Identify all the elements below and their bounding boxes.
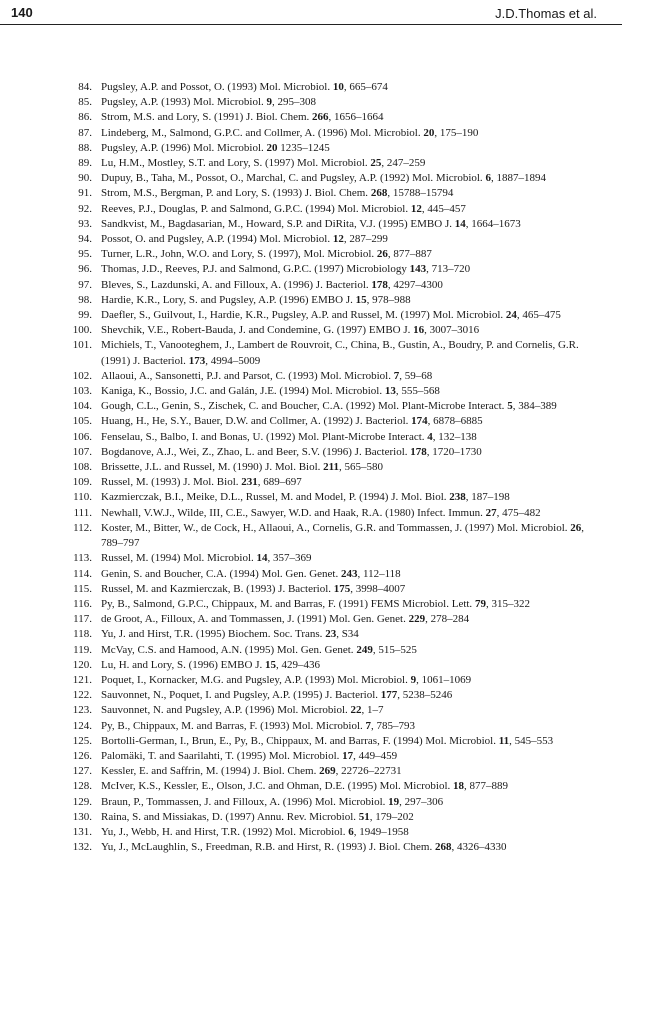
- reference-item: [52, 673, 597, 688]
- reference-item: [52, 445, 597, 460]
- reference-item: [52, 734, 597, 749]
- reference-text: Lu, H.M., Mostley, S.T. and Lory, S. (1997) Mol. Microbiol. 25, 247–259: [101, 157, 426, 170]
- reference-item: [52, 156, 597, 171]
- reference-text: Bortolli-German, I., Brun, E., Py, B., Chippaux, M. and Barras, F. (1994) Mol. Microbiol. 11, 545–553: [101, 734, 554, 747]
- reference-text: Bleves, S., Lazdunski, A. and Filloux, A. (1996) J. Bacteriol. 178, 4297–4300: [101, 278, 443, 291]
- reference-item: [52, 460, 597, 475]
- reference-item: [52, 293, 597, 308]
- reference-item: [52, 126, 597, 141]
- reference-number: 115.: [73, 582, 92, 595]
- reference-text: Braun, P., Tommassen, J. and Filloux, A. (1996) Mol. Microbiol. 19, 297–306: [101, 795, 444, 808]
- reference-text: Shevchik, V.E., Robert-Bauda, J. and Condemine, G. (1997) EMBO J. 16, 3007–3016: [101, 324, 480, 337]
- reference-item: [52, 308, 597, 323]
- reference-text: de Groot, A., Filloux, A. and Tommassen, J. (1991) Mol. Gen. Genet. 229, 278–284: [101, 613, 470, 626]
- reference-item: [52, 338, 597, 368]
- reference-item: [52, 643, 597, 658]
- reference-item: [52, 521, 597, 551]
- reference-item: [52, 186, 597, 201]
- reference-text: Russel, M. (1993) J. Mol. Biol. 231, 689–697: [101, 476, 302, 489]
- reference-number: 117.: [73, 613, 92, 626]
- reference-text: McIver, K.S., Kessler, E., Olson, J.C. and Ohman, D.E. (1995) Mol. Microbiol. 18, 877–889: [101, 780, 508, 793]
- reference-text: Strom, M.S., Bergman, P. and Lory, S. (1993) J. Biol. Chem. 268, 15788–15794: [101, 187, 454, 200]
- reference-text: Py, B., Salmond, G.P.C., Chippaux, M. and Barras, F. (1991) FEMS Microbiol. Lett. 79, 315–322: [101, 597, 530, 610]
- reference-item: [52, 110, 597, 125]
- reference-text: Thomas, J.D., Reeves, P.J. and Salmond, G.P.C. (1997) Microbiology 143, 713–720: [101, 263, 471, 276]
- reference-number: 86.: [78, 111, 92, 124]
- reference-number: 132.: [72, 841, 92, 854]
- reference-text: McVay, C.S. and Hamood, A.N. (1995) Mol. Gen. Genet. 249, 515–525: [101, 643, 417, 656]
- reference-number: 96.: [78, 263, 92, 276]
- reference-item: [52, 749, 597, 764]
- reference-number: 95.: [78, 248, 92, 261]
- reference-text: Reeves, P.J., Douglas, P. and Salmond, G.P.C. (1994) Mol. Microbiol. 12, 445–457: [101, 202, 466, 215]
- reference-number: 90.: [78, 172, 92, 185]
- reference-number: 121.: [72, 673, 92, 686]
- reference-number: 97.: [78, 278, 92, 291]
- reference-number: 104.: [72, 400, 92, 413]
- reference-number: 103.: [72, 385, 92, 398]
- reference-number: 94.: [78, 233, 92, 246]
- reference-text: Yu, J., McLaughlin, S., Freedman, R.B. and Hirst, R. (1993) J. Biol. Chem. 268, 4326–4330: [101, 841, 507, 854]
- reference-text: Bogdanove, A.J., Wei, Z., Zhao, L. and Beer, S.V. (1996) J. Bacteriol. 178, 1720–1730: [101, 445, 482, 458]
- reference-number: 114.: [73, 567, 92, 580]
- reference-text: Huang, H., He, S.Y., Bauer, D.W. and Collmer, A. (1992) J. Bacteriol. 174, 6878–6885: [101, 415, 483, 428]
- reference-number: 123.: [72, 704, 92, 717]
- reference-number: 127.: [72, 765, 92, 778]
- reference-text: Dupuy, B., Taha, M., Possot, O., Marchal, C. and Pugsley, A.P. (1992) Mol. Microbiol. 6, 1887–1894: [101, 172, 546, 185]
- reference-number: 126.: [72, 749, 92, 762]
- reference-item: [52, 719, 597, 734]
- reference-item: [52, 278, 597, 293]
- reference-item: [52, 551, 597, 566]
- reference-number: 129.: [72, 795, 92, 808]
- reference-text: Pugsley, A.P. (1996) Mol. Microbiol. 20 1235–1245: [101, 141, 330, 154]
- reference-item: [52, 597, 597, 612]
- reference-number: 84.: [78, 81, 92, 93]
- reference-item: [52, 567, 597, 582]
- reference-item: [52, 764, 597, 779]
- reference-text: Strom, M.S. and Lory, S. (1991) J. Biol. Chem. 266, 1656–1664: [101, 111, 384, 124]
- reference-number: 131.: [72, 825, 92, 838]
- page-number: 140: [11, 5, 33, 20]
- reference-number: 108.: [72, 461, 92, 474]
- reference-number: 107.: [72, 445, 92, 458]
- reference-text: Daefler, S., Guilvout, I., Hardie, K.R., Pugsley, A.P. and Russel, M. (1997) Mol. Microbiol. 24, 465–475: [101, 309, 561, 322]
- reference-item: [52, 399, 597, 414]
- reference-text: Fenselau, S., Balbo, I. and Bonas, U. (1992) Mol. Plant-Microbe Interact. 4, 132–138: [101, 430, 477, 443]
- reference-text: Py, B., Chippaux, M. and Barras, F. (1993) Mol. Microbiol. 7, 785–793: [101, 719, 416, 732]
- reference-number: 105.: [72, 415, 92, 428]
- reference-number: 87.: [78, 126, 92, 139]
- reference-text: Kessler, E. and Saffrin, M. (1994) J. Biol. Chem. 269, 22726–22731: [101, 765, 402, 778]
- reference-number: 101.: [72, 339, 92, 352]
- reference-item: [52, 810, 597, 825]
- reference-text: Koster, M., Bitter, W., de Cock, H., Allaoui, A., Cornelis, G.R. and Tommassen, J. (1997) Mol. Microbiol. 26, 789–797: [101, 521, 585, 550]
- reference-number: 89.: [78, 157, 92, 170]
- running-head: J.D.Thomas et al.: [495, 6, 597, 21]
- reference-number: 124.: [72, 719, 92, 732]
- reference-number: 85.: [78, 96, 92, 109]
- reference-number: 122.: [72, 689, 92, 702]
- reference-item: [52, 612, 597, 627]
- reference-item: [52, 217, 597, 232]
- reference-number: 92.: [78, 202, 92, 215]
- reference-text: Pugsley, A.P. and Possot, O. (1993) Mol. Microbiol. 10, 665–674: [101, 81, 388, 93]
- reference-number: 109.: [72, 476, 92, 489]
- reference-item: [52, 323, 597, 338]
- reference-item: [52, 369, 597, 384]
- reference-text: Yu, J., Webb, H. and Hirst, T.R. (1992) Mol. Microbiol. 6, 1949–1958: [101, 825, 409, 838]
- reference-item: [52, 840, 597, 855]
- reference-text: Lindeberg, M., Salmond, G.P.C. and Collmer, A. (1996) Mol. Microbiol. 20, 175–190: [101, 126, 479, 139]
- reference-number: 102.: [72, 369, 92, 382]
- reference-number: 88.: [78, 141, 92, 154]
- reference-text: Sauvonnet, N. and Pugsley, A.P. (1996) Mol. Microbiol. 22, 1–7: [101, 704, 384, 717]
- reference-text: Russel, M. (1994) Mol. Microbiol. 14, 357–369: [101, 552, 312, 565]
- reference-text: Possot, O. and Pugsley, A.P. (1994) Mol. Microbiol. 12, 287–299: [101, 233, 388, 246]
- reference-item: [52, 825, 597, 840]
- reference-item: [52, 232, 597, 247]
- reference-number: 116.: [73, 597, 92, 610]
- reference-item: [52, 262, 597, 277]
- reference-text: Allaoui, A., Sansonetti, P.J. and Parsot, C. (1993) Mol. Microbiol. 7, 59–68: [101, 369, 433, 382]
- reference-item: [52, 627, 597, 642]
- reference-text: Michiels, T., Vanooteghem, J., Lambert de Rouvroit, C., China, B., Gustin, A., Boudry, P. and Cornelis, G.R. (1991) J. Bacteriol. 173, 4994–5009: [101, 339, 579, 367]
- reference-number: 100.: [72, 324, 92, 337]
- reference-item: [52, 141, 597, 156]
- reference-text: Kazmierczak, B.I., Meike, D.L., Russel, M. and Model, P. (1994) J. Mol. Biol. 238, 187–198: [101, 491, 510, 504]
- reference-number: 110.: [73, 491, 92, 504]
- reference-item: [52, 247, 597, 262]
- reference-number: 112.: [73, 521, 92, 534]
- reference-text: Russel, M. and Kazmierczak, B. (1993) J. Bacteriol. 175, 3998–4007: [101, 582, 406, 595]
- reference-number: 128.: [72, 780, 92, 793]
- reference-item: [52, 490, 597, 505]
- reference-text: Sauvonnet, N., Poquet, I. and Pugsley, A.P. (1995) J. Bacteriol. 177, 5238–5246: [101, 689, 453, 702]
- reference-item: [52, 414, 597, 429]
- reference-text: Lu, H. and Lory, S. (1996) EMBO J. 15, 429–436: [101, 658, 320, 671]
- reference-number: 93.: [78, 217, 92, 230]
- reference-number: 98.: [78, 293, 92, 306]
- reference-item: [52, 703, 597, 718]
- reference-text: Poquet, I., Kornacker, M.G. and Pugsley, A.P. (1993) Mol. Microbiol. 9, 1061–1069: [101, 673, 472, 686]
- reference-text: Palomäki, T. and Saarilahti, T. (1995) Mol. Microbiol. 17, 449–459: [101, 749, 398, 762]
- reference-text: Turner, L.R., John, W.O. and Lory, S. (1997), Mol. Microbiol. 26, 877–887: [101, 248, 432, 261]
- reference-item: [52, 202, 597, 217]
- reference-number: 125.: [72, 734, 92, 747]
- reference-item: [52, 171, 597, 186]
- reference-number: 113.: [73, 552, 92, 565]
- reference-number: 130.: [72, 810, 92, 823]
- reference-item: [52, 95, 597, 110]
- reference-text: Newhall, V.W.J., Wilde, III, C.E., Sawyer, W.D. and Haak, R.A. (1980) Infect. Immun. 27, 475–482: [101, 506, 541, 519]
- reference-item: [52, 688, 597, 703]
- reference-number: 119.: [73, 643, 92, 656]
- reference-item: [52, 475, 597, 490]
- reference-number: 99.: [78, 309, 92, 322]
- reference-number: 118.: [73, 628, 92, 641]
- reference-number: 106.: [72, 430, 92, 443]
- reference-item: [52, 384, 597, 399]
- reference-text: Pugsley, A.P. (1993) Mol. Microbiol. 9, 295–308: [101, 96, 317, 109]
- reference-item: [52, 506, 597, 521]
- reference-text: Hardie, K.R., Lory, S. and Pugsley, A.P. (1996) EMBO J. 15, 978–988: [101, 293, 411, 306]
- reference-list: [52, 80, 597, 855]
- page-header: [0, 0, 650, 28]
- reference-text: Yu, J. and Hirst, T.R. (1995) Biochem. Soc. Trans. 23, S34: [101, 628, 359, 641]
- reference-number: 91.: [78, 187, 92, 200]
- reference-text: Genin, S. and Boucher, C.A. (1994) Mol. Gen. Genet. 243, 112–118: [101, 567, 401, 580]
- reference-text: Kaniga, K., Bossio, J.C. and Galán, J.E. (1994) Mol. Microbiol. 13, 555–568: [101, 385, 440, 398]
- reference-item: [52, 779, 597, 794]
- reference-item: [52, 582, 597, 597]
- header-rule: [0, 24, 622, 25]
- reference-item: [52, 795, 597, 810]
- reference-item: [52, 658, 597, 673]
- reference-number: 120.: [72, 658, 92, 671]
- reference-item: [52, 430, 597, 445]
- reference-item: [52, 80, 597, 95]
- reference-text: Raina, S. and Missiakas, D. (1997) Annu. Rev. Microbiol. 51, 179–202: [101, 810, 414, 823]
- reference-text: Gough, C.L., Genin, S., Zischek, C. and Boucher, C.A. (1992) Mol. Plant-Microbe Interact. 5, 384–389: [101, 400, 557, 413]
- reference-text: Brissette, J.L. and Russel, M. (1990) J. Mol. Biol. 211, 565–580: [101, 461, 384, 474]
- reference-text: Sandkvist, M., Bagdasarian, M., Howard, S.P. and DiRita, V.J. (1995) EMBO J. 14, 1664–1673: [101, 217, 521, 230]
- reference-number: 111.: [73, 506, 92, 519]
